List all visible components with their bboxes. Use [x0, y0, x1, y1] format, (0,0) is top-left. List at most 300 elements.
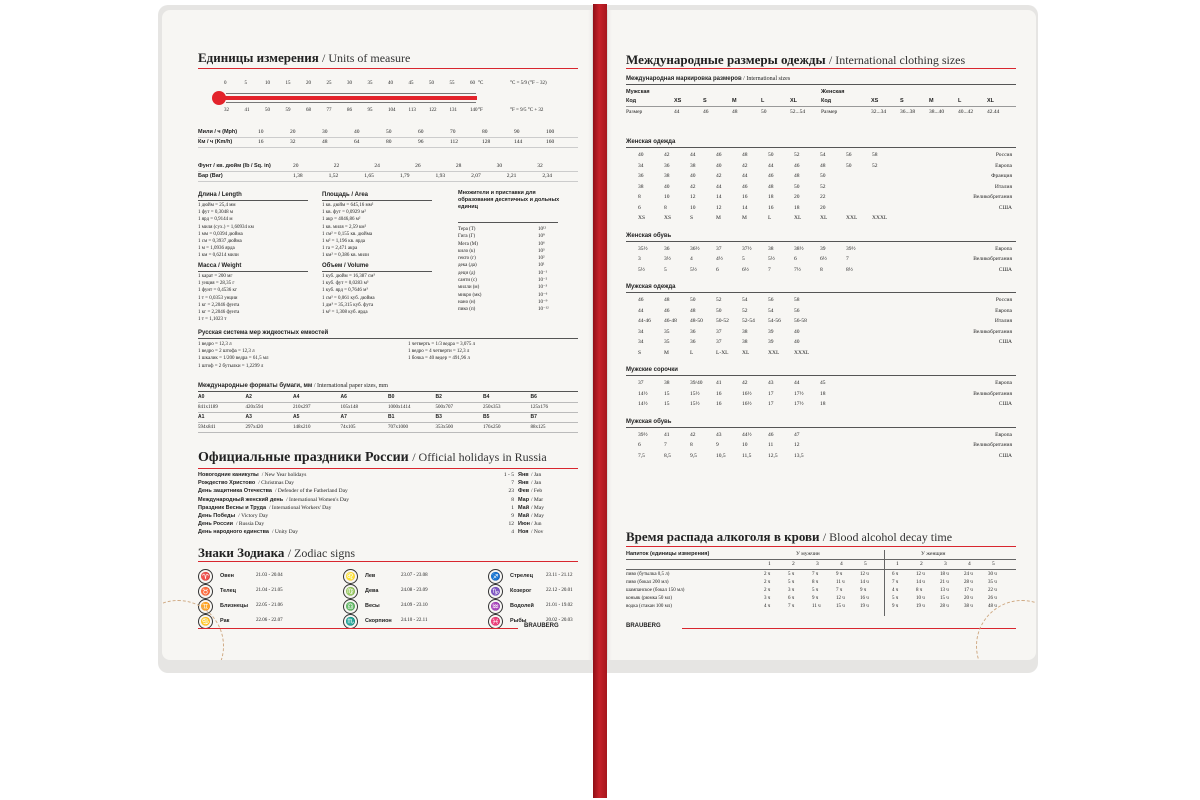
size-cell: 46 — [664, 307, 670, 314]
size-row — [626, 213, 1016, 224]
alcohol-col-number: 1 — [768, 561, 771, 567]
thermometer-top-scale — [226, 90, 476, 94]
marking-cell: XL — [790, 98, 798, 104]
alcohol-men-value: 12 ч — [860, 572, 869, 577]
holiday-name — [198, 496, 349, 504]
prefixes-rule — [458, 222, 558, 223]
size-cell: 56-58 — [794, 318, 807, 324]
thermometer-bottom-scale — [226, 102, 476, 106]
zodiac-name: Водолей — [510, 603, 534, 609]
size-cell: 8 — [690, 442, 693, 448]
marking-row — [626, 106, 1016, 117]
marking-cell: Размер — [821, 109, 838, 115]
holiday-day: 7 — [511, 480, 514, 487]
size-country: Франция — [991, 173, 1012, 179]
alcohol-women-value: 24 ч — [964, 572, 973, 577]
holiday-name — [198, 528, 298, 536]
size-cell: 3 — [638, 256, 641, 262]
size-cell: S — [638, 349, 642, 356]
row-value: 70 — [450, 129, 456, 135]
size-cell: 10 — [664, 194, 670, 200]
size-cell: 38½ — [794, 245, 804, 252]
size-row — [626, 378, 1016, 389]
size-cell: 5 — [742, 256, 745, 262]
paper-cell: 841x1189 — [198, 405, 218, 410]
marking-cell: Код — [821, 98, 832, 104]
size-cell: 46 — [716, 152, 722, 158]
row-value: 128 — [482, 139, 491, 145]
section-rule — [626, 375, 1016, 376]
size-country: Великобритания — [973, 256, 1012, 262]
size-cell: 44½ — [742, 431, 752, 438]
prefix-row — [458, 306, 558, 313]
size-cell: 54-56 — [768, 318, 781, 324]
marking-cell: S — [900, 98, 904, 104]
alcohol-women-value: 5 ч — [892, 596, 899, 601]
size-row — [626, 171, 1016, 182]
size-cell: 15 — [664, 390, 670, 397]
length-title: Длина / Length — [198, 192, 242, 198]
holiday-row — [198, 479, 554, 487]
paper-cell: 500x707 — [435, 405, 453, 410]
alcohol-row — [626, 570, 1016, 578]
fahrenheit-tick-label: 95 — [367, 108, 373, 113]
alcohol-header — [626, 550, 1016, 560]
row-value: 40 — [354, 129, 360, 135]
size-country: Великобритания — [973, 390, 1012, 397]
size-cell: L — [690, 349, 694, 356]
size-cell: 52 — [794, 152, 800, 158]
prefix-row — [458, 226, 558, 233]
alcohol-women-value: 35 ч — [988, 580, 997, 585]
size-cell: 35 — [664, 328, 670, 335]
size-cell: 46 — [794, 162, 800, 169]
paper-cell: 353x500 — [435, 425, 453, 430]
alcohol-men-value: 5 ч — [788, 580, 795, 585]
alcohol-women-value: 14 ч — [916, 580, 925, 585]
size-row — [626, 192, 1016, 203]
alcohol-women-value: 26 ч — [988, 596, 997, 601]
alcohol-men-value: 7 ч — [836, 588, 843, 593]
row-value: 1,38 — [293, 173, 303, 179]
fahrenheit-tick-label: 140 — [470, 108, 478, 113]
men-shirts-section — [626, 366, 1016, 410]
sizes-red-rule — [626, 68, 1016, 69]
zodiac-dates: 24.10 - 22.11 — [401, 618, 428, 623]
celsius-tick-label: 50 — [429, 81, 434, 86]
fahrenheit-scale — [224, 107, 478, 115]
marking-table — [626, 87, 1016, 117]
length-item: 1 м = 1,0936 ярда — [198, 246, 235, 252]
holiday-name-en: / Russia Day — [235, 521, 265, 528]
size-cell: 5½ — [768, 256, 775, 262]
prefix-value: 10¹² — [538, 227, 546, 232]
weight-item: 1 кг = 2,2046 фунта — [198, 302, 240, 308]
size-cell: 6½ — [820, 256, 827, 262]
size-country: США — [998, 266, 1012, 273]
size-cell: 50 — [846, 162, 852, 169]
holiday-name — [198, 479, 294, 487]
size-cell: 46 — [768, 431, 774, 438]
fahrenheit-tick-label: 104 — [388, 108, 396, 113]
paper-cell: 707x1000 — [388, 425, 408, 430]
zodiac-dates: 24.08 - 23.09 — [401, 588, 428, 593]
section-title: Мужские сорочки — [626, 367, 678, 373]
zodiac-dates: 21.01 - 19.02 — [546, 603, 573, 608]
size-country: Италия — [994, 183, 1012, 190]
marking-cell: 52...54 — [790, 109, 806, 115]
alcohol-col-number: 4 — [968, 561, 971, 567]
paper-row — [198, 423, 578, 433]
speed-row — [198, 128, 578, 138]
paper-cell: A2 — [245, 394, 252, 400]
paper-cell: 594x841 — [198, 425, 216, 430]
alcohol-drink: пиво (бокал 200 мл) — [626, 580, 669, 585]
alcohol-women-value: 21 ч — [940, 580, 949, 585]
fahrenheit-tick-label: 59 — [285, 108, 291, 113]
celsius-tick-label: 0 — [224, 81, 227, 86]
size-cell: 9 — [716, 442, 719, 448]
size-cell: 36 — [664, 245, 670, 252]
alcohol-men-value: 7 ч — [788, 604, 795, 609]
celsius-tick-label: 40 — [388, 81, 393, 86]
size-cell: 40 — [690, 173, 696, 179]
size-country: США — [998, 204, 1012, 211]
size-cell: 46 — [768, 173, 774, 179]
size-row — [626, 399, 1016, 410]
alcohol-divider — [884, 550, 885, 616]
holiday-row — [198, 496, 554, 504]
size-cell: S — [690, 215, 694, 221]
units-red-rule — [198, 68, 578, 69]
prefix-row — [458, 299, 558, 306]
size-cell: 17 — [768, 401, 774, 407]
alcohol-drink: водка (стакан 100 мл) — [626, 604, 672, 609]
row-value: 20 — [290, 129, 296, 135]
size-cell: 6 — [638, 204, 641, 211]
weight-item: 1 карат = 200 мг — [198, 274, 233, 279]
prefix-name: пико (п) — [458, 307, 476, 313]
alcohol-men-header: У мужчин — [796, 551, 820, 557]
size-cell: 34 — [638, 339, 644, 345]
alcohol-women-value: 48 ч — [988, 604, 997, 609]
size-cell: 18 — [794, 204, 800, 211]
length-list — [198, 202, 254, 260]
size-cell: 36½ — [690, 245, 700, 252]
size-cell: 18 — [820, 390, 826, 397]
celsius-tick-label: 55 — [449, 81, 455, 86]
fahrenheit-tick-label: 41 — [244, 108, 250, 113]
marking-cell: 44 — [674, 109, 680, 115]
weight-item: 1 кг = 2,2046 фунта — [198, 310, 240, 316]
area-item: 1 см² = 0,155 кв. дюйма — [322, 231, 373, 237]
area-item: 1 кв. фут = 0,0929 м² — [322, 210, 366, 216]
size-cell: XXXL — [794, 349, 810, 356]
alcohol-col-number: 5 — [864, 561, 867, 567]
size-cell: 15½ — [690, 401, 700, 407]
alcohol-men-value: 12 ч — [836, 596, 845, 601]
corner-decoration-left — [162, 600, 224, 660]
size-cell: 48 — [768, 183, 774, 190]
size-cell: 50 — [768, 152, 774, 158]
marking-row — [626, 96, 1016, 106]
alcohol-women-value: 8 ч — [916, 588, 923, 593]
size-cell: 39 — [768, 328, 774, 335]
formula-fahrenheit: °F = 9/5 °C + 32 — [510, 108, 544, 113]
liquid-title: Русская система мер жидкостных емкостей — [198, 330, 329, 336]
size-cell: 8 — [638, 194, 641, 200]
alcohol-women-value: 18 ч — [940, 572, 949, 577]
fahrenheit-unit: °F — [478, 108, 483, 113]
size-country: Великобритания — [973, 328, 1012, 335]
size-row — [626, 265, 1016, 276]
size-cell: 40 — [794, 339, 800, 345]
section-rule — [626, 292, 1016, 293]
marking-cell: Женская — [821, 89, 845, 95]
marking-cell: 50 — [761, 109, 767, 115]
prefix-row — [458, 248, 558, 255]
size-cell: 37 — [716, 328, 722, 335]
bookmark-ribbon[interactable] — [593, 4, 607, 798]
size-cell: 7 — [664, 442, 667, 448]
size-country: Европа — [995, 431, 1012, 438]
volume-item: 1 куб. ярд = 0,7646 м³ — [322, 288, 368, 294]
prefix-name: микро (мк) — [458, 292, 482, 298]
volume-item: 1 куб. дюйм = 16,387 см³ — [322, 274, 375, 279]
fahrenheit-tick-label: 131 — [449, 108, 457, 113]
marking-cell: XS — [871, 98, 879, 104]
alcohol-drink-header: Напиток (единицы измерения) — [626, 551, 710, 557]
size-cell: 8½ — [846, 266, 853, 273]
alcohol-women-value: 9 ч — [892, 604, 899, 609]
weight-title: Масса / Weight — [198, 263, 242, 269]
area-item: 1 кв. миля = 2,59 км² — [322, 224, 367, 230]
size-row — [626, 316, 1016, 327]
size-cell: 10 — [690, 204, 696, 211]
row-value: 30 — [322, 129, 328, 135]
weight-rule — [198, 271, 308, 272]
pressure-row — [198, 162, 578, 172]
fahrenheit-tick-label: 50 — [265, 108, 270, 113]
row-value: 2,07 — [471, 173, 481, 179]
holiday-day: 23 — [508, 488, 514, 495]
size-cell: 13,5 — [794, 452, 804, 459]
row-value: 16 — [258, 139, 264, 145]
row-value: 32 — [537, 163, 543, 169]
size-cell: 52 — [872, 162, 878, 169]
celsius-tick-label: 45 — [408, 81, 414, 86]
size-cell: 46 — [742, 183, 748, 190]
prefix-name: Тера (Т) — [458, 227, 476, 232]
row-value: 50 — [386, 129, 392, 135]
paper-cell: 74x105 — [340, 425, 356, 430]
size-cell: 12 — [690, 194, 696, 200]
size-cell: 56 — [794, 307, 800, 314]
size-cell: 44-46 — [638, 318, 651, 324]
volume-item: 1 м³ = 1,308 куб. ярда — [322, 310, 368, 316]
size-cell: 35 — [664, 339, 670, 345]
liquid-rule — [198, 338, 578, 339]
liquid-item: 1 четверть = 1/3 ведра = 3,075 л — [408, 342, 476, 347]
row-value: 90 — [514, 129, 520, 135]
area-item: 1 акр = 4046,86 м² — [322, 217, 361, 223]
paper-row — [198, 413, 578, 423]
holiday-name-en: / Defender of the Fatherland Day — [274, 488, 348, 495]
row-value: 144 — [514, 139, 523, 145]
women-clothing-section — [626, 138, 1016, 224]
holiday-month-en: / Feb — [531, 488, 543, 495]
alcohol-row — [626, 586, 1016, 594]
alcohol-men-value: 4 ч — [764, 604, 771, 609]
holiday-name-ru: День защитника Отечества — [198, 488, 272, 495]
holiday-month: Май — [518, 504, 530, 511]
alcohol-red-rule — [626, 546, 1016, 547]
size-cell: 44 — [638, 307, 644, 314]
size-cell: 39½ — [846, 245, 856, 252]
marking-cell: 32...34 — [871, 109, 887, 115]
prefix-name: Гига (Г) — [458, 234, 476, 240]
paper-cell: A3 — [245, 414, 252, 420]
paper-cell: 250x353 — [483, 405, 501, 410]
women-shoes-section — [626, 232, 1016, 276]
alcohol-row — [626, 594, 1016, 602]
alcohol-men-value: 5 ч — [812, 588, 819, 593]
weight-item: 1 унция = 28,35 г — [198, 281, 235, 287]
paper-cell: B6 — [530, 394, 537, 400]
size-cell: 42 — [716, 173, 722, 179]
alcohol-men-value: 11 ч — [836, 580, 845, 585]
alcohol-men-value: 3 ч — [788, 588, 795, 593]
zodiac-name: Овен — [220, 573, 234, 579]
size-row — [626, 254, 1016, 265]
paper-title: Международные форматы бумаги, мм / International paper sizes, mm — [198, 383, 388, 389]
holiday-name — [198, 512, 268, 520]
paper-cell: B1 — [388, 414, 395, 420]
size-row — [626, 327, 1016, 338]
holiday-name-ru: Рождество Христово — [198, 480, 256, 487]
size-cell: XS — [664, 215, 672, 221]
size-cell: 5½ — [638, 266, 645, 273]
size-cell: 5½ — [690, 266, 697, 273]
prefix-value: 10⁻⁹ — [538, 299, 548, 305]
marking-cell: 38...40 — [929, 109, 945, 115]
marking-cell: Размер — [626, 109, 643, 115]
men-clothing-section — [626, 283, 1016, 358]
size-cell: 38 — [742, 339, 748, 345]
size-cell: 38 — [768, 245, 774, 252]
paper-cell: A1 — [198, 414, 205, 420]
prefix-row — [458, 270, 558, 277]
length-rule — [198, 200, 308, 201]
marking-cell: L — [958, 98, 962, 104]
row-value: 1,52 — [328, 173, 339, 179]
size-cell: 54 — [768, 307, 774, 314]
prefix-row — [458, 292, 558, 299]
holiday-name-ru: День России — [198, 521, 233, 528]
holiday-month-en: / May — [531, 512, 544, 519]
size-cell: 6 — [794, 256, 797, 262]
size-cell: 36 — [690, 339, 696, 345]
sizes-title: Международные размеры одежды / International clothing sizes — [626, 52, 966, 67]
alcohol-women-header: У женщин — [921, 551, 946, 557]
paper-table — [198, 393, 578, 433]
paper-cell: 125x176 — [530, 405, 548, 410]
row-value: 48 — [322, 139, 328, 145]
holiday-day: 4 — [511, 529, 514, 536]
holiday-month: Ноя — [518, 529, 529, 536]
marking-cell: M — [732, 98, 737, 104]
size-cell: 15½ — [690, 390, 700, 397]
size-cell: M — [664, 349, 669, 356]
size-cell: 42 — [690, 431, 696, 438]
size-cell: 14½ — [638, 401, 648, 407]
paper-cell: A7 — [340, 414, 347, 420]
holiday-name-en: / Christmas Day — [258, 480, 295, 487]
row-value: 160 — [546, 139, 555, 145]
footer-red-rule-right — [682, 628, 1016, 629]
holiday-row — [198, 520, 554, 528]
area-item: 1 м² = 1,196 кв. ярда — [322, 239, 366, 245]
brand-logo-left: BRAUBERG — [524, 623, 559, 629]
volume-list — [322, 273, 375, 316]
row-value: 80 — [386, 139, 392, 145]
zodiac-sign-icon: ♑ — [488, 584, 503, 599]
holiday-month-en: / May — [531, 504, 544, 511]
holiday-month: Мар — [518, 496, 530, 503]
volume-rule — [322, 271, 432, 272]
zodiac-name: Козерог — [510, 588, 532, 594]
prefix-name: нано (н) — [458, 299, 476, 305]
length-item: 1 дюйм = 25,4 мм — [198, 203, 236, 208]
size-cell: 37 — [716, 339, 722, 345]
marking-rule — [626, 84, 1016, 85]
alcohol-col-number: 2 — [792, 561, 795, 567]
prefix-value: 10² — [538, 256, 545, 262]
paper-cell: 420x594 — [245, 405, 263, 410]
holiday-month-en: / Jun — [531, 521, 542, 528]
paper-cell: B3 — [435, 414, 442, 420]
zodiac-sign-icon: ♐ — [488, 569, 503, 584]
size-row — [626, 161, 1016, 172]
size-cell: 41 — [664, 431, 670, 438]
holiday-name-ru: Праздник Весны и Труда — [198, 504, 267, 511]
row-label: Км / ч (Km/h) — [198, 139, 233, 145]
size-country: Великобритания — [973, 194, 1012, 200]
holiday-month-en: / Jan — [531, 480, 542, 487]
size-cell: 48 — [690, 307, 696, 314]
section-rule — [626, 147, 1016, 148]
row-value: 30 — [496, 163, 503, 169]
size-row — [626, 295, 1016, 306]
zodiac-name: Дева — [365, 588, 379, 594]
alcohol-men-value: 9 ч — [812, 596, 819, 601]
holidays-red-rule — [198, 468, 578, 469]
holiday-name-ru: Международный женский день — [198, 496, 284, 503]
size-cell: 12 — [716, 204, 722, 211]
alcohol-women-value: 28 ч — [964, 580, 973, 585]
holiday-row — [198, 487, 554, 495]
size-cell: 39/40 — [690, 380, 703, 386]
fahrenheit-tick-label: 122 — [429, 108, 437, 113]
size-cell: 44 — [794, 380, 800, 386]
size-cell: 54 — [820, 152, 826, 158]
paper-cell: A4 — [293, 394, 300, 400]
row-value: 1,65 — [364, 173, 374, 179]
size-cell: XL — [742, 349, 750, 356]
zodiac-name: Телец — [220, 588, 237, 594]
size-cell: 14 — [742, 204, 748, 211]
size-cell: 42 — [690, 183, 696, 190]
